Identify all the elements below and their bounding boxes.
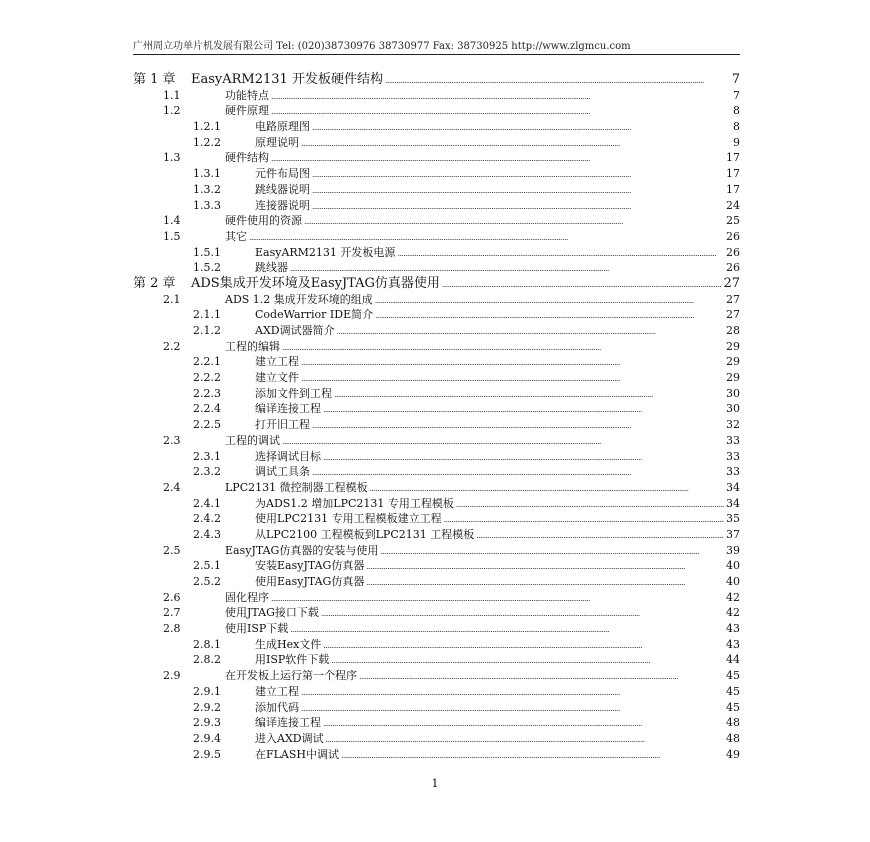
toc-chapter-entry[interactable] xyxy=(133,276,740,292)
toc-leader-dots xyxy=(323,715,724,732)
toc-leader-dots xyxy=(301,135,731,152)
toc-leader-dots xyxy=(456,496,724,513)
toc-entry-title: CodeWarrior IDE简介 xyxy=(255,308,374,322)
toc-entry-page: 30 xyxy=(726,386,740,400)
toc-entry-number: 2.6 xyxy=(163,590,181,604)
toc-entry-page: 39 xyxy=(726,543,740,557)
toc-entry-page: 27 xyxy=(723,275,740,291)
toc-entry-title: 工程的编辑 xyxy=(225,339,280,353)
toc-entry[interactable] xyxy=(133,496,740,512)
toc-entry[interactable] xyxy=(133,480,740,496)
toc-entry-title: 工程的调试 xyxy=(225,433,280,447)
toc-leader-dots xyxy=(282,433,724,450)
toc-entry[interactable] xyxy=(133,417,740,433)
toc-entry-page: 40 xyxy=(726,575,740,588)
toc-entry-title: 打开旧工程 xyxy=(255,418,310,432)
toc-leader-dots xyxy=(301,354,724,371)
toc-entry-page: 45 xyxy=(726,669,740,683)
toc-entry-number: 2.1.1 xyxy=(193,308,221,322)
toc-leader-dots xyxy=(312,464,724,481)
toc-entry-number: 2.5.2 xyxy=(193,575,221,588)
toc-entry[interactable] xyxy=(133,260,740,276)
toc-entry-number: 2.9.3 xyxy=(193,716,221,730)
table-of-contents xyxy=(133,72,740,762)
toc-entry[interactable] xyxy=(133,401,740,417)
toc-entry-number: 2.1.2 xyxy=(193,324,221,337)
toc-entry-page: 30 xyxy=(726,402,740,416)
toc-entry-number: 1.2.2 xyxy=(193,135,221,149)
toc-entry-page: 40 xyxy=(726,559,740,573)
toc-leader-dots xyxy=(282,339,724,356)
toc-entry[interactable] xyxy=(133,700,740,716)
toc-entry-page: 7 xyxy=(731,72,740,87)
toc-leader-dots xyxy=(290,621,724,638)
toc-entry-page: 24 xyxy=(726,198,740,212)
toc-leader-dots xyxy=(380,543,724,560)
toc-leader-dots xyxy=(442,276,722,293)
toc-entry-title: 编译连接工程 xyxy=(255,402,321,416)
toc-entry-number: 第 2 章 xyxy=(133,275,176,291)
toc-entry[interactable] xyxy=(133,558,740,574)
toc-chapter-entry[interactable] xyxy=(133,72,740,88)
toc-entry-number: 2.8 xyxy=(163,622,181,636)
toc-entry-title: 使用JTAG接口下载 xyxy=(225,606,319,620)
toc-entry[interactable] xyxy=(133,339,740,355)
toc-entry-title: 调试工具条 xyxy=(255,465,310,479)
toc-entry-page: 29 xyxy=(726,339,740,353)
toc-entry-title: 原理说明 xyxy=(255,135,299,149)
toc-leader-dots xyxy=(323,637,724,654)
toc-entry-title: 使用LPC2131 专用工程模板建立工程 xyxy=(255,512,442,526)
toc-entry-title: 使用ISP下载 xyxy=(225,622,289,636)
toc-entry-number: 2.3.1 xyxy=(193,449,221,463)
toc-entry[interactable] xyxy=(133,119,740,135)
toc-entry[interactable] xyxy=(133,543,740,559)
toc-entry[interactable] xyxy=(133,668,740,684)
toc-entry[interactable] xyxy=(133,684,740,700)
toc-entry[interactable] xyxy=(133,354,740,370)
toc-entry-title: 使用EasyJTAG仿真器 xyxy=(255,575,365,588)
toc-entry[interactable] xyxy=(133,307,740,323)
toc-entry-title: 为ADS1.2 增加LPC2131 专用工程模板 xyxy=(255,496,454,510)
toc-entry-number: 1.3.1 xyxy=(193,167,221,181)
toc-entry-page: 33 xyxy=(726,449,740,463)
toc-entry-page: 27 xyxy=(726,308,740,322)
page-header: 广州周立功单片机发展有限公司 Tel: (020)38730976 38730977 Fax: 38730925 http://www.zlgmcu.com xyxy=(133,40,740,55)
toc-entry[interactable] xyxy=(133,433,740,449)
toc-entry[interactable] xyxy=(133,166,740,182)
toc-entry[interactable] xyxy=(133,292,740,308)
toc-entry-title: 连接器说明 xyxy=(255,198,310,212)
toc-entry-number: 1.2.1 xyxy=(193,120,221,134)
toc-entry[interactable] xyxy=(133,574,740,590)
toc-entry-page: 49 xyxy=(726,747,740,761)
toc-entry-title: 在开发板上运行第一个程序 xyxy=(225,669,357,683)
toc-entry-number: 2.4.1 xyxy=(193,496,221,510)
toc-entry-page: 8 xyxy=(733,104,740,118)
toc-entry-page: 33 xyxy=(726,465,740,479)
toc-leader-dots xyxy=(476,527,724,544)
toc-leader-dots xyxy=(301,684,724,701)
toc-entry-number: 2.8.2 xyxy=(193,653,221,667)
toc-entry[interactable] xyxy=(133,150,740,166)
toc-entry[interactable] xyxy=(133,245,740,261)
toc-entry-number: 2.2.5 xyxy=(193,418,221,432)
toc-entry-number: 2.2 xyxy=(163,339,181,353)
toc-leader-dots xyxy=(341,747,724,764)
toc-entry-page: 45 xyxy=(726,700,740,714)
toc-entry-page: 43 xyxy=(726,637,740,651)
toc-entry-number: 2.5 xyxy=(163,543,181,557)
toc-entry[interactable] xyxy=(133,370,740,386)
toc-entry-title: 硬件结构 xyxy=(225,151,269,165)
toc-leader-dots xyxy=(375,307,724,324)
toc-entry-title: 安装EasyJTAG仿真器 xyxy=(255,559,365,573)
toc-entry-number: 2.1 xyxy=(163,292,181,306)
toc-entry[interactable] xyxy=(133,323,740,339)
toc-entry-number: 2.3.2 xyxy=(193,465,221,479)
toc-entry[interactable] xyxy=(133,449,740,465)
toc-entry-page: 48 xyxy=(726,716,740,730)
toc-entry-page: 25 xyxy=(726,214,740,228)
toc-entry[interactable] xyxy=(133,747,740,763)
toc-leader-dots xyxy=(370,480,724,497)
toc-entry-page: 33 xyxy=(726,433,740,447)
toc-entry-page: 27 xyxy=(726,292,740,306)
toc-entry[interactable] xyxy=(133,135,740,151)
toc-entry-number: 2.4 xyxy=(163,480,181,494)
toc-entry[interactable] xyxy=(133,715,740,731)
toc-entry-title: LPC2131 微控制器工程模板 xyxy=(225,480,368,494)
toc-entry-number: 1.5.1 xyxy=(193,245,221,259)
toc-entry[interactable] xyxy=(133,229,740,245)
toc-entry[interactable] xyxy=(133,637,740,653)
toc-entry[interactable] xyxy=(133,386,740,402)
toc-entry-page: 17 xyxy=(726,167,740,181)
toc-entry-page: 37 xyxy=(726,527,740,541)
toc-entry-title: 跳线器说明 xyxy=(255,182,310,196)
toc-entry[interactable] xyxy=(133,464,740,480)
toc-entry-title: 建立文件 xyxy=(255,371,299,385)
toc-entry-title: 固化程序 xyxy=(225,590,269,604)
toc-leader-dots xyxy=(337,323,724,340)
toc-entry-page: 26 xyxy=(726,261,740,275)
toc-entry-page: 28 xyxy=(726,324,740,337)
toc-leader-dots xyxy=(312,198,724,215)
toc-leader-dots xyxy=(312,417,724,434)
toc-leader-dots xyxy=(271,88,731,105)
toc-entry-number: 1.1 xyxy=(163,88,181,102)
toc-leader-dots xyxy=(366,574,724,591)
toc-entry[interactable] xyxy=(133,621,740,637)
toc-entry-number: 2.9.5 xyxy=(193,747,221,761)
toc-leader-dots xyxy=(366,558,724,575)
toc-entry[interactable] xyxy=(133,605,740,621)
toc-entry-number: 2.7 xyxy=(163,606,181,620)
toc-entry-number: 1.3.2 xyxy=(193,182,221,196)
toc-entry-title: 硬件使用的资源 xyxy=(225,214,302,228)
toc-entry-title: 生成Hex文件 xyxy=(255,637,322,651)
toc-leader-dots xyxy=(312,166,724,183)
toc-entry[interactable] xyxy=(133,590,740,606)
toc-entry-page: 7 xyxy=(733,88,740,102)
toc-entry-title: 其它 xyxy=(225,229,247,243)
toc-entry-page: 48 xyxy=(726,731,740,745)
toc-leader-dots xyxy=(301,370,724,387)
toc-entry-number: 2.2.3 xyxy=(193,386,221,400)
toc-entry-number: 第 1 章 xyxy=(133,72,176,87)
toc-entry-page: 29 xyxy=(726,355,740,369)
toc-entry-title: 添加代码 xyxy=(255,700,299,714)
toc-entry-number: 2.4.3 xyxy=(193,527,221,541)
toc-entry-page: 29 xyxy=(726,371,740,385)
toc-entry-title: ADS集成开发环境及EasyJTAG仿真器使用 xyxy=(191,275,440,291)
toc-entry-title: 在FLASH中调试 xyxy=(255,747,340,761)
toc-entry-number: 2.9.4 xyxy=(193,731,221,745)
toc-leader-dots xyxy=(359,668,724,685)
toc-entry-number: 2.4.2 xyxy=(193,512,221,526)
toc-entry-number: 2.2.2 xyxy=(193,371,221,385)
toc-entry[interactable] xyxy=(133,213,740,229)
toc-entry-title: 添加文件到工程 xyxy=(255,386,332,400)
page-number: 1 xyxy=(431,777,439,790)
toc-entry-title: 电路原理图 xyxy=(255,120,310,134)
toc-entry-page: 17 xyxy=(726,182,740,196)
toc-leader-dots xyxy=(271,590,724,607)
toc-leader-dots xyxy=(312,182,724,199)
toc-leader-dots xyxy=(375,292,724,309)
toc-entry-title: 建立工程 xyxy=(255,355,299,369)
toc-entry-number: 1.3 xyxy=(163,151,181,165)
toc-entry[interactable] xyxy=(133,182,740,198)
toc-leader-dots xyxy=(326,731,724,748)
toc-entry[interactable] xyxy=(133,731,740,747)
toc-entry-title: 选择调试目标 xyxy=(255,449,321,463)
toc-entry-page: 42 xyxy=(726,590,740,604)
toc-leader-dots xyxy=(271,103,731,120)
toc-leader-dots xyxy=(301,700,724,717)
toc-entry-title: EasyARM2131 开发板硬件结构 xyxy=(191,72,383,87)
toc-entry-page: 9 xyxy=(733,135,740,149)
toc-entry[interactable] xyxy=(133,527,740,543)
toc-entry-page: 34 xyxy=(726,480,740,494)
toc-entry[interactable] xyxy=(133,652,740,668)
toc-entry-title: EasyJTAG仿真器的安装与使用 xyxy=(225,543,379,557)
toc-entry-number: 2.3 xyxy=(163,433,181,447)
toc-entry[interactable] xyxy=(133,198,740,214)
toc-entry-number: 2.9 xyxy=(163,669,181,683)
toc-entry-page: 42 xyxy=(726,606,740,620)
toc-entry-title: 编译连接工程 xyxy=(255,716,321,730)
toc-leader-dots xyxy=(331,652,724,669)
toc-entry-title: 进入AXD调试 xyxy=(255,731,324,745)
toc-entry-number: 1.2 xyxy=(163,104,181,118)
toc-entry-page: 17 xyxy=(726,151,740,165)
toc-entry-number: 2.8.1 xyxy=(193,637,221,651)
toc-entry-number: 2.9.1 xyxy=(193,684,221,698)
toc-leader-dots xyxy=(323,449,724,466)
toc-leader-dots xyxy=(271,150,724,167)
toc-entry-page: 26 xyxy=(726,229,740,243)
toc-entry-number: 1.5.2 xyxy=(193,261,221,275)
toc-entry-page: 44 xyxy=(726,653,740,667)
toc-entry-number: 2.2.1 xyxy=(193,355,221,369)
toc-entry-title: 从LPC2100 工程模板到LPC2131 工程模板 xyxy=(255,527,475,541)
toc-entry-page: 32 xyxy=(726,418,740,432)
toc-entry-number: 1.4 xyxy=(163,214,181,228)
toc-leader-dots xyxy=(397,245,724,262)
toc-entry-title: 元件布局图 xyxy=(255,167,310,181)
toc-entry-number: 1.3.3 xyxy=(193,198,221,212)
toc-leader-dots xyxy=(334,386,724,403)
toc-entry-page: 35 xyxy=(726,512,740,526)
toc-entry-page: 45 xyxy=(726,684,740,698)
toc-leader-dots xyxy=(444,511,724,528)
toc-leader-dots xyxy=(290,260,724,277)
toc-entry[interactable] xyxy=(133,511,740,527)
toc-entry-title: ADS 1.2 集成开发环境的组成 xyxy=(225,292,373,306)
toc-entry-page: 43 xyxy=(726,622,740,636)
toc-leader-dots xyxy=(321,605,724,622)
toc-entry[interactable] xyxy=(133,103,740,119)
toc-entry-number: 2.2.4 xyxy=(193,402,221,416)
toc-entry-title: 功能特点 xyxy=(225,88,269,102)
toc-entry[interactable] xyxy=(133,88,740,104)
toc-entry-title: 建立工程 xyxy=(255,684,299,698)
toc-leader-dots xyxy=(312,119,731,136)
toc-leader-dots xyxy=(249,229,724,246)
toc-entry-title: 跳线器 xyxy=(255,261,288,275)
toc-entry-page: 8 xyxy=(733,120,740,134)
toc-entry-title: EasyARM2131 开发板电源 xyxy=(255,245,396,259)
toc-entry-page: 34 xyxy=(726,496,740,510)
toc-entry-number: 2.9.2 xyxy=(193,700,221,714)
toc-entry-number: 1.5 xyxy=(163,229,181,243)
toc-entry-title: 硬件原理 xyxy=(225,104,269,118)
toc-leader-dots xyxy=(323,401,724,418)
toc-entry-title: AXD调试器简介 xyxy=(255,324,335,337)
toc-entry-title: 用ISP软件下载 xyxy=(255,653,330,667)
toc-entry-page: 26 xyxy=(726,245,740,259)
toc-leader-dots xyxy=(304,213,724,230)
toc-leader-dots xyxy=(385,72,730,89)
toc-entry-number: 2.5.1 xyxy=(193,559,221,573)
